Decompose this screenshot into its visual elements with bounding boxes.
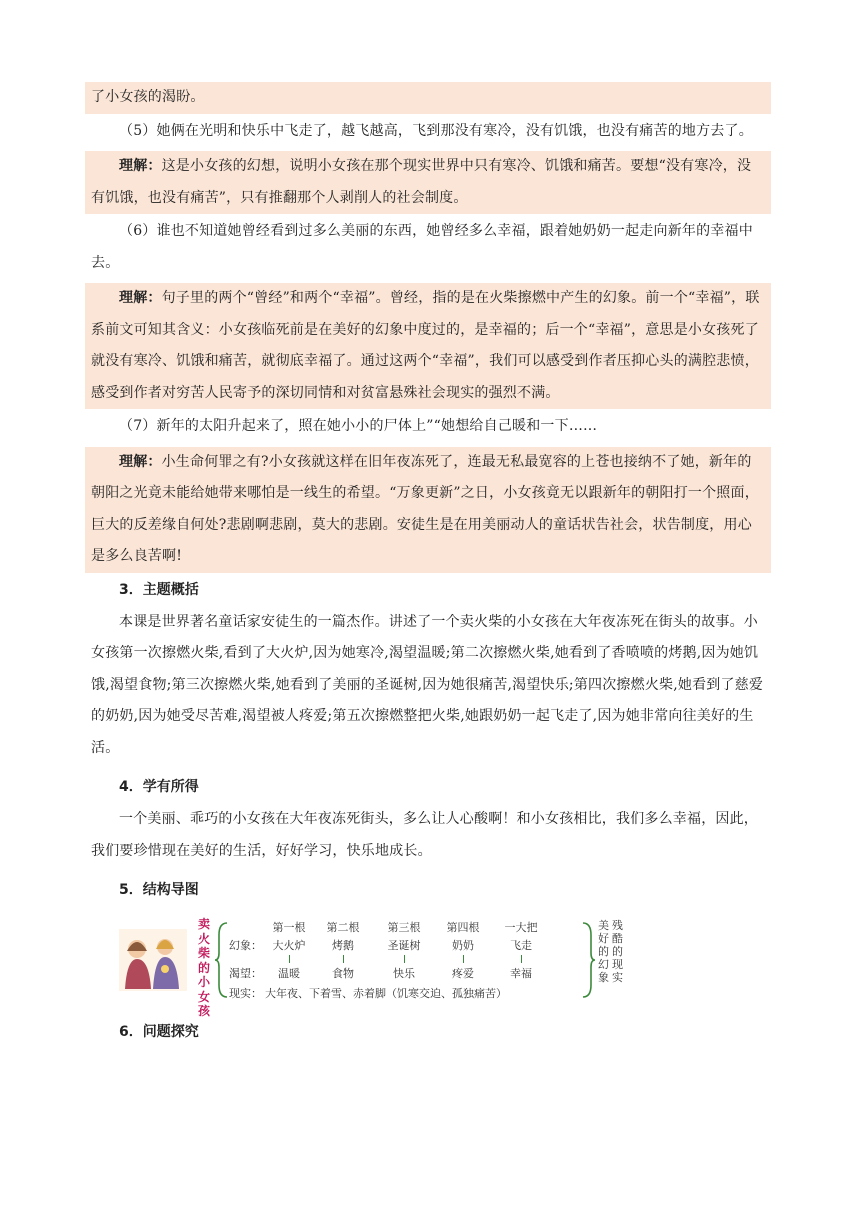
document-body bbox=[91, 82, 765, 1049]
desire-4: 疼爱 bbox=[452, 967, 474, 980]
illusion-2: 烤鹅 bbox=[332, 939, 354, 952]
highlight-block-6 bbox=[85, 283, 771, 409]
section-3-body: 本课是世界著名童话家安徒生的一篇杰作。讲述了一个卖火柴的小女孩在大年夜冻死在街头的故事。小女孩第一次擦燃火柴,看到了大火炉,因为她寒冷,渴望温暖;第二次擦燃火柴,她看到了香喷喷的烤鹅,因为她饥饿,渴望食物;第三次擦燃火柴,她看到了美丽的圣诞树,因为她很痛苦,渴望快乐;第四次擦燃火柴,她看到了慈爱的奶奶,因为她受尽苦难,渴望被人疼爱;第五次擦燃整把火柴,她跟奶奶一起飞走了,因为她非常向往美好的生活。 bbox=[91, 613, 764, 756]
desire-label: 渴望： bbox=[229, 967, 262, 980]
desire-1: 温暖 bbox=[278, 967, 300, 980]
header-row bbox=[223, 919, 583, 935]
right-brace bbox=[581, 921, 595, 999]
highlight-block-5 bbox=[85, 151, 771, 214]
section-4-body: 一个美丽、乖巧的小女孩在大年夜冻死街头，多么让人心酸啊！和小女孩相比，我们多么幸福，因此，我们要珍惜现在美好的生活，好好学习，快乐地成长。 bbox=[91, 811, 758, 859]
connector bbox=[521, 955, 522, 963]
header-1: 第一根 bbox=[272, 921, 306, 934]
section-4-title: 4．学有所得 bbox=[119, 779, 199, 795]
connector bbox=[289, 955, 290, 963]
item-7-explain bbox=[91, 447, 765, 573]
desire-row bbox=[223, 965, 583, 981]
header-2: 第二根 bbox=[326, 921, 360, 934]
label: 理解： bbox=[119, 158, 162, 174]
illusion-4: 奶奶 bbox=[452, 939, 474, 952]
label: 理解： bbox=[119, 290, 162, 306]
explain-text: 这是小女孩的幻想，说明小女孩在那个现实世界中只有寒冷、饥饿和痛苦。要想“没有寒冷，没有饥饿，也没有痛苦”，只有推翻那个人剥削人的社会制度。 bbox=[91, 158, 752, 206]
highlight-block-7 bbox=[85, 447, 771, 573]
desire-2: 食物 bbox=[332, 967, 354, 980]
section-6-title: 6．问题探究 bbox=[119, 1024, 199, 1040]
header-5: 一大把 bbox=[504, 921, 538, 934]
reality-label: 现实： bbox=[229, 987, 262, 1000]
item-5-explain bbox=[91, 151, 765, 214]
item-6-explain bbox=[91, 283, 765, 409]
desire-5: 幸福 bbox=[510, 967, 532, 980]
illusion-row bbox=[223, 937, 583, 953]
item-6-text: （6）谁也不知道她曾经看到过多么美丽的东西，她曾经多么幸福，跟着她奶奶一起走向新年的幸福中去。 bbox=[91, 223, 753, 271]
label: 理解： bbox=[119, 453, 162, 470]
connector bbox=[404, 955, 405, 963]
illusion-5: 飞走 bbox=[510, 939, 532, 952]
illusion-label: 幻象： bbox=[229, 939, 262, 952]
girl-illustration bbox=[119, 929, 187, 991]
connector bbox=[343, 955, 344, 963]
item-7-text: （7）新年的太阳升起来了，照在她小小的尸体上”“她想给自己暖和一下…… bbox=[119, 418, 598, 434]
desire-3: 快乐 bbox=[393, 967, 415, 980]
connector bbox=[463, 955, 464, 963]
illusion-3: 圣诞树 bbox=[387, 939, 421, 952]
highlight-block-intro bbox=[85, 82, 771, 114]
header-3: 第三根 bbox=[387, 921, 421, 934]
section-3-title: 3．主题概括 bbox=[119, 581, 199, 598]
side-label-reality: 残酷的现实 bbox=[612, 919, 623, 984]
side-label-illusion: 美好的幻象 bbox=[598, 919, 609, 984]
explain-text: 句子里的两个“曾经”和两个“幸福”。曾经，指的是在火柴擦燃中产生的幻象。前一个“幸福”，联系前文可知其含义：小女孩临死前是在美好的幻象中度过的，是幸福的；后一个“幸福”，意思是小女孩死了就没有寒冷、饥饿和痛苦，就彻底幸福了。通过这两个“幸福”，我们可以感受到作者压抑心头的满腔悲愤，感受到作者对穷苦人民寄予的深切同情和对贫富悬殊社会现实的强烈不满。 bbox=[91, 290, 760, 401]
reality-text: 大年夜、下着雪、赤着脚（饥寒交迫、孤独痛苦） bbox=[265, 987, 507, 1000]
section-5-title: 5．结构导图 bbox=[119, 882, 199, 898]
explain-text: 小生命何罪之有?小女孩就这样在旧年夜冻死了，连最无私最宽容的上苍也接纳不了她，新年的朝阳之光竟未能给她带来哪怕是一线生的希望。“万象更新”之日，小女孩竟无以跟新年的朝阳打一个照面，巨大的反差缘自何处?悲剧啊悲剧，莫大的悲剧。安徒生是在用美丽动人的童话状告社会，状告制度，用心是多么良苦啊! bbox=[91, 453, 759, 564]
intro-line: 了小女孩的渴盼。 bbox=[91, 89, 205, 105]
reality-row bbox=[223, 985, 583, 1001]
structure-diagram bbox=[119, 915, 649, 1018]
item-5-text: （5）她俩在光明和快乐中飞走了，越飞越高，飞到那没有寒冷，没有饥饿，也没有痛苦的地方去了。 bbox=[119, 122, 753, 139]
header-4: 第四根 bbox=[446, 921, 480, 934]
diagram-title: 卖火柴的小女孩 bbox=[197, 917, 210, 1018]
illusion-1: 大火炉 bbox=[272, 939, 306, 952]
